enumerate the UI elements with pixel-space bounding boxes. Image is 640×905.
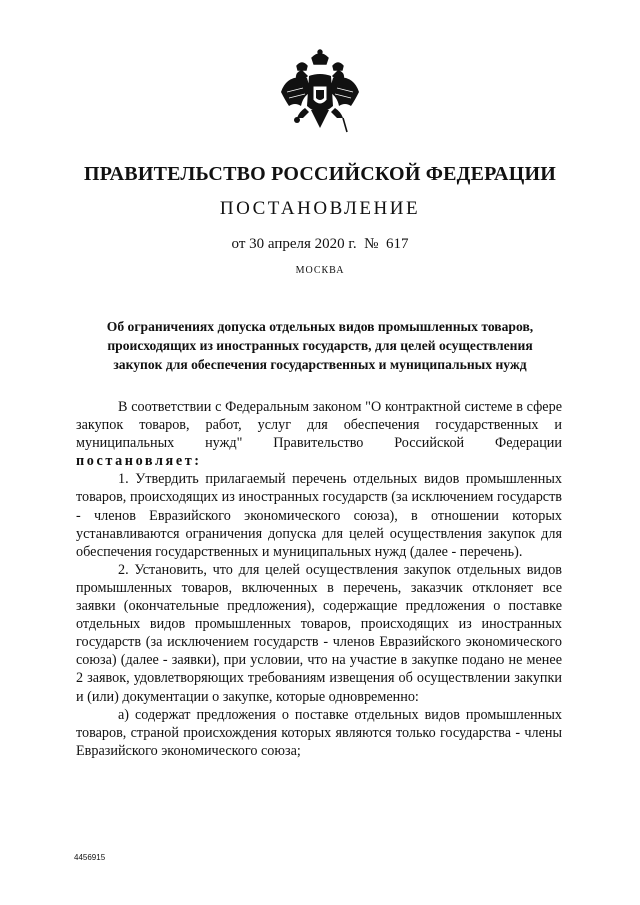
number-sign: № — [364, 236, 379, 252]
preamble-text: В соответствии с Федеральным законом "О контрактной системе в сфере закупок товаров, работ, услуг для обеспечения государственных и муниципальных нужд" Правительство Российской Федерации — [76, 399, 562, 452]
document-date-line — [0, 236, 640, 253]
paragraph-1: 1. Утвердить прилагаемый перечень отдельных видов промышленных товаров, происходящих из иностранных государств (за исключением государств - членов Евразийского экономического союза), в отношении которых устанавливаются ограничения допуска для целей осуществления закупок для обеспечения государственных и муниципальных нужд (далее - перечень). — [76, 471, 562, 560]
subject-line: закупок для обеспечения государственных и муниципальных нужд — [113, 357, 527, 372]
paragraph-2: 2. Установить, что для целей осуществления закупок отдельных видов промышленных товаров, включенных в перечень, заказчик отклоняет все заявки (окончательные предложения), содержащие предложения о поставке отдельных видов промышленных товаров, происходящих из иностранных государств (за исключением государств - членов Евразийского экономического союза) (далее - заявки), при условии, что на участие в закупке подано не менее 2 заявок, удовлетворяющих требованиям извещения об осуществлении закупки и (или) документации о закупке, которые одновременно: — [76, 561, 562, 705]
decree-word: постановляет: — [76, 453, 202, 470]
subject-line: Об ограничениях допуска отдельных видов промышленных товаров, — [106, 319, 534, 334]
subject-line: происходящих из иностранных государств, для целей осуществления — [107, 338, 533, 353]
russian-coat-of-arms-icon — [275, 48, 365, 138]
city: МОСКВА — [295, 265, 345, 276]
document-type: ПОСТАНОВЛЕНИЕ — [219, 198, 421, 219]
document-subject — [70, 317, 570, 374]
document-number: 617 — [385, 236, 409, 252]
document-id: 4456915 — [74, 853, 106, 862]
preamble-paragraph — [76, 398, 562, 470]
paragraph-2a: а) содержат предложения о поставке отдельных видов промышленных товаров, страной происхождения которых являются только государства - члены Евразийского экономического союза; — [76, 706, 562, 759]
document-body — [76, 398, 562, 760]
document-date: от 30 апреля 2020 г. — [231, 236, 357, 252]
government-title: ПРАВИТЕЛЬСТВО РОССИЙСКОЙ ФЕДЕРАЦИИ — [84, 163, 556, 185]
